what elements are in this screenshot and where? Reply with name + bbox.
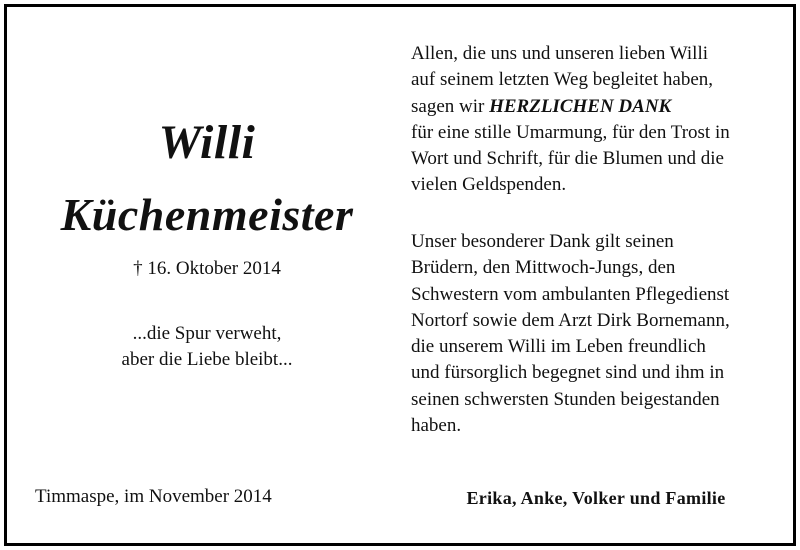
obituary-card (4, 4, 796, 546)
text-line: seinen schwersten Stunden beigestanden (411, 388, 720, 410)
thanks-paragraph-1 (411, 41, 781, 199)
memorial-quote (7, 321, 407, 373)
text-line: Brüdern, den Mittwoch-Jungs, den (411, 257, 676, 279)
signers: Erika, Anke, Volker und Familie (466, 488, 726, 508)
text-line: Unser besonderer Dank gilt seinen (411, 231, 674, 252)
place-and-date: Timmaspe, im November 2014 (35, 486, 272, 507)
text-line: Wort und Schrift, für die Blumen und die (411, 148, 724, 170)
text-line: haben. (411, 415, 462, 437)
text-line-with-emphasis (411, 94, 781, 120)
text-line: Nortorf sowie dem Arzt Dirk Bornemann, (411, 309, 730, 331)
quote-line: ...die Spur verweht, (132, 323, 282, 344)
text-line: die unserem Willi im Leben freundlich (411, 336, 706, 358)
text-line: und fürsorglich begegnet sind und ihm in (411, 362, 725, 384)
heartfelt-thanks-emphasis: HERZLICHEN DANK (489, 95, 672, 117)
text-line: für eine stille Umarmung, für den Trost in (411, 121, 730, 143)
text-fragment: sagen wir (411, 95, 490, 117)
deceased-first-name: Willi (158, 116, 256, 169)
death-date: † 16. Oktober 2014 (133, 258, 281, 279)
thanks-paragraph-2 (411, 229, 781, 439)
quote-line: aber die Liebe bleibt... (121, 349, 293, 370)
text-line: Allen, die uns und unseren lieben Willi (411, 43, 709, 64)
text-line: auf seinem letzten Weg begleitet haben, (411, 69, 713, 91)
deceased-last-name: Küchenmeister (60, 189, 354, 240)
text-line: Schwestern vom ambulanten Pflegedienst (411, 283, 730, 305)
text-line: vielen Geldspenden. (411, 174, 567, 196)
